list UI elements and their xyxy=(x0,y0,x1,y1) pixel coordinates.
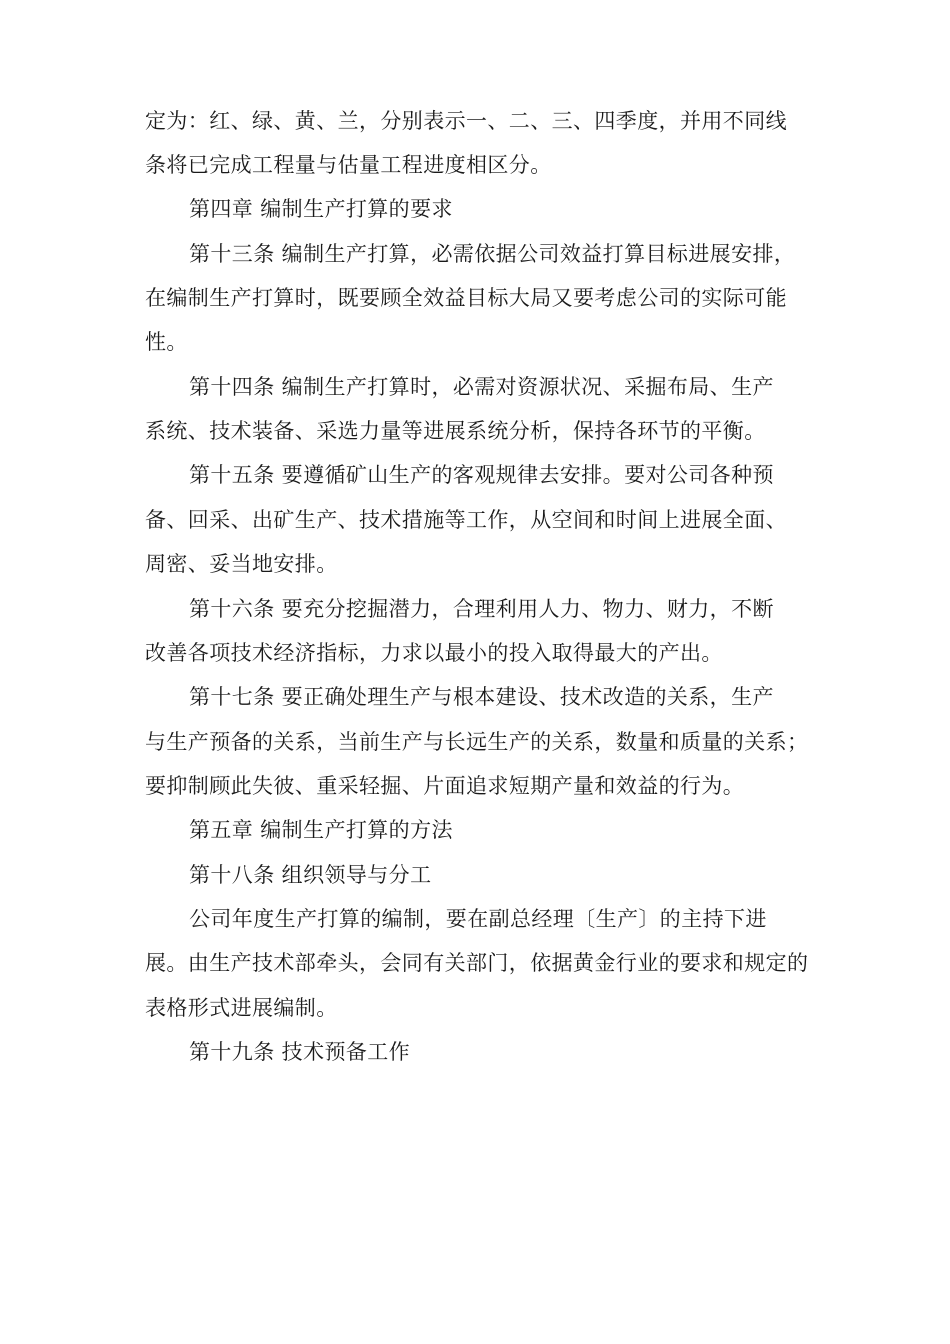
text-line: 系统、技术装备、采选力量等进展系统分析，保持各环节的平衡。 xyxy=(145,419,766,443)
chapter-heading: 第四章 编制生产打算的要求 xyxy=(189,197,453,221)
article-line: 第十八条 组织领导与分工 xyxy=(189,863,432,887)
text-line: 展。由生产技术部牵头，会同有关部门，依据黄金行业的要求和规定的 xyxy=(145,951,809,975)
article-line: 第十三条 编制生产打算，必需依据公司效益打算目标进展安排， xyxy=(189,242,796,266)
text-line: 定为：红、绿、黄、兰，分别表示一、二、三、四季度，并用不同线 xyxy=(145,109,787,133)
text-line: 周密、妥当地安排。 xyxy=(145,552,338,576)
article-line: 第十五条 要遵循矿山生产的客观规律去安排。要对公司各种预 xyxy=(189,463,774,487)
chapter-heading: 第五章 编制生产打算的方法 xyxy=(189,818,453,842)
text-line: 条将已完成工程量与估量工程进度相区分。 xyxy=(145,153,552,177)
text-line: 性。 xyxy=(145,330,188,354)
text-line: 与生产预备的关系，当前生产与长远生产的关系，数量和质量的关系； xyxy=(145,730,809,754)
article-line: 第十九条 技术预备工作 xyxy=(189,1040,411,1064)
text-line: 要抑制顾此失彼、重采轻掘、片面追求短期产量和效益的行为。 xyxy=(145,774,745,798)
text-line: 在编制生产打算时，既要顾全效益目标大局又要考虑公司的实际可能 xyxy=(145,286,787,310)
article-line: 第十四条 编制生产打算时，必需对资源状况、采掘布局、生产 xyxy=(189,375,774,399)
text-line: 公司年度生产打算的编制，要在副总经理〔生产〕的主持下进 xyxy=(189,907,767,931)
text-line: 表格形式进展编制。 xyxy=(145,996,338,1020)
article-line: 第十七条 要正确处理生产与根本建设、技术改造的关系，生产 xyxy=(189,685,774,709)
article-line: 第十六条 要充分挖掘潜力，合理利用人力、物力、财力，不断 xyxy=(189,597,774,621)
text-line: 改善各项技术经济指标，力求以最小的投入取得最大的产出。 xyxy=(145,641,723,665)
text-line: 备、回采、出矿生产、技术措施等工作，从空间和时间上进展全面、 xyxy=(145,508,787,532)
